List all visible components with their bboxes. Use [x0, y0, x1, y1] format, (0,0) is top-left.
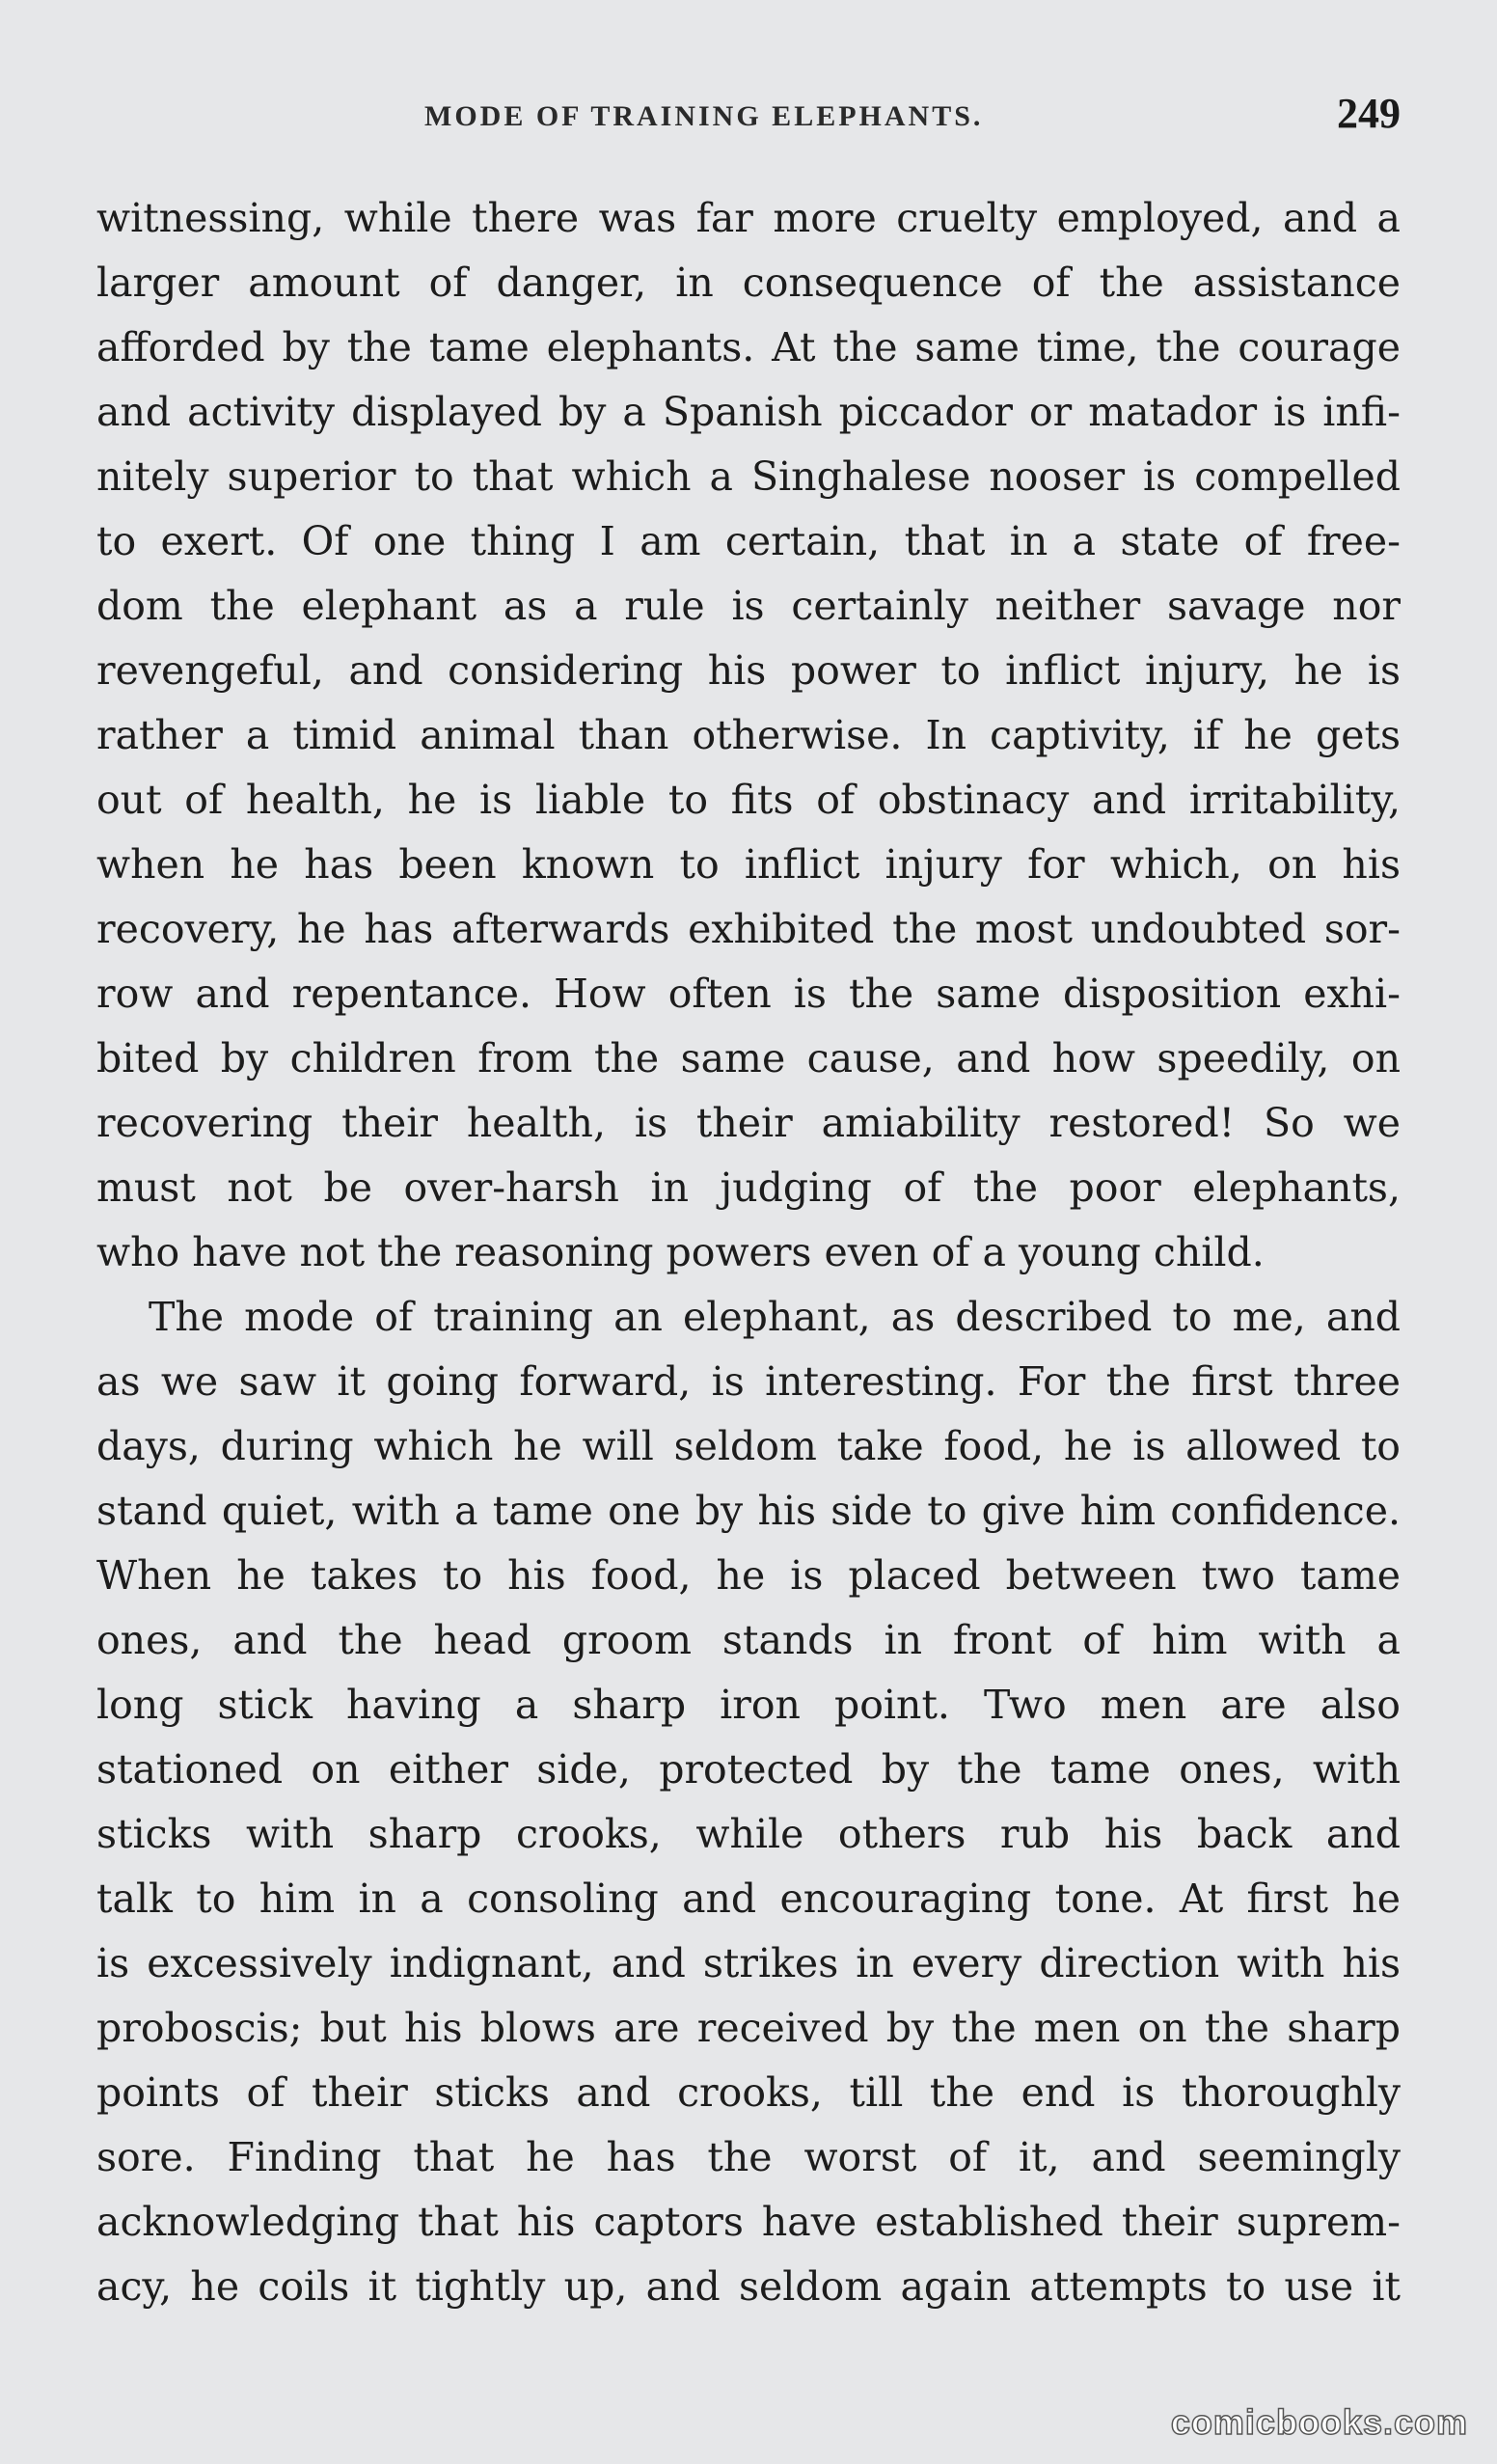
text-line: dom the elephant as a rule is certainly neither savage nor: [96, 583, 1401, 629]
site-watermark: comicbooks.com: [1170, 2402, 1468, 2442]
page-number: 249: [1337, 90, 1401, 137]
running-header: [96, 89, 1401, 147]
text-line: The mode of training an elephant, as described to me, and: [149, 1294, 1401, 1340]
text-line: points of their sticks and crooks, till the end is thoroughly: [96, 2069, 1401, 2116]
chapter-running-title: MODE OF TRAINING ELEPHANTS.: [424, 100, 984, 132]
text-line: must not be over-harsh in judging of the poor elephants,: [96, 1164, 1401, 1211]
text-line: when he has been known to inflict injury for which, on his: [96, 841, 1401, 888]
paragraph-2: [96, 1285, 1401, 2319]
text-line: who have not the reasoning powers even of a young child.: [96, 1229, 1265, 1275]
body-text: [96, 186, 1401, 2319]
text-line: days, during which he will seldom take food, he is allowed to: [96, 1423, 1401, 1469]
text-line: and activity displayed by a Spanish piccador or matador is infi-: [96, 389, 1401, 435]
text-line: acy, he coils it tightly up, and seldom again attempts to use it: [96, 2263, 1401, 2310]
text-line: is excessively indignant, and strikes in every direction with his: [96, 1940, 1401, 1986]
text-line: proboscis; but his blows are received by the men on the sharp: [96, 2005, 1401, 2051]
text-line: When he takes to his food, he is placed between two tame: [96, 1552, 1401, 1599]
text-line: acknowledging that his captors have established their suprem-: [96, 2199, 1401, 2245]
text-line: as we saw it going forward, is interesting. For the first three: [96, 1358, 1401, 1405]
text-line: rather a timid animal than otherwise. In captivity, if he gets: [96, 712, 1401, 758]
text-line: stand quiet, with a tame one by his side to give him confidence.: [96, 1488, 1401, 1534]
paragraph-1: [96, 186, 1401, 1285]
text-line: ones, and the head groom stands in front of him with a: [96, 1617, 1401, 1663]
text-line: witnessing, while there was far more cruelty employed, and a: [96, 195, 1401, 241]
text-line: sore. Finding that he has the worst of it, and seemingly: [96, 2134, 1401, 2180]
text-line: to exert. Of one thing I am certain, that in a state of free-: [96, 518, 1401, 564]
text-line: bited by children from the same cause, and how speedily, on: [96, 1035, 1401, 1081]
text-line: afforded by the tame elephants. At the same time, the courage: [96, 324, 1401, 370]
text-line: larger amount of danger, in consequence of the assistance: [96, 260, 1401, 306]
text-line: long stick having a sharp iron point. Two men are also: [96, 1682, 1401, 1728]
text-line: recovering their health, is their amiability restored! So we: [96, 1100, 1401, 1146]
text-line: nitely superior to that which a Singhalese nooser is compelled: [96, 453, 1401, 500]
text-line: row and repentance. How often is the same disposition exhi-: [96, 971, 1401, 1017]
text-line: talk to him in a consoling and encouraging tone. At first he: [96, 1875, 1401, 1922]
text-line: recovery, he has afterwards exhibited the most undoubted sor-: [96, 906, 1401, 952]
text-line: out of health, he is liable to fits of obstinacy and irritability,: [96, 777, 1401, 823]
text-line: revengeful, and considering his power to inflict injury, he is: [96, 647, 1401, 694]
text-line: stationed on either side, protected by the tame ones, with: [96, 1746, 1401, 1793]
text-line: sticks with sharp crooks, while others rub his back and: [96, 1811, 1401, 1857]
